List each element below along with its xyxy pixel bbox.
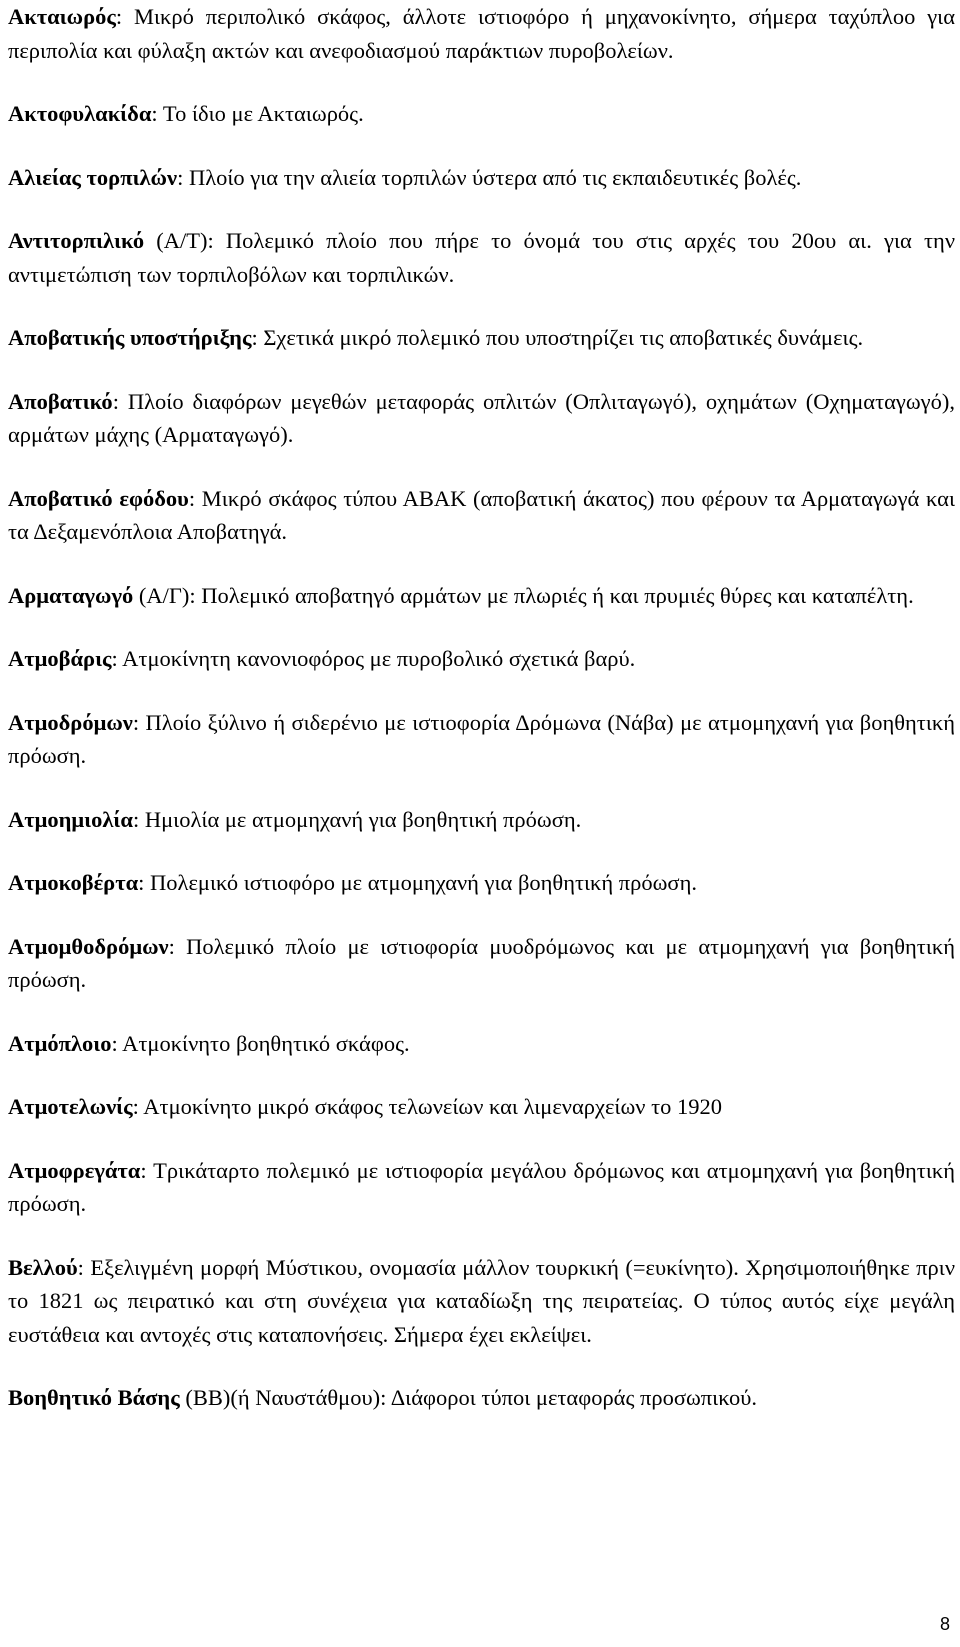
glossary-term: Αποβατικό εφόδου <box>8 485 189 511</box>
glossary-definition: : Το ίδιο με Ακταιωρός. <box>151 101 364 126</box>
glossary-definition: : Μικρό σκάφος τύπου ΑΒΑΚ (αποβατική άκατος) που φέρουν τα Αρματαγωγά και τα Δεξαμενόπλοια Αποβατηγά. <box>8 485 955 544</box>
glossary-definition: (Α/Τ): Πολεμικό πλοίο που πήρε το όνομά του στις αρχές του 20ου αι. για την αντιμετώπιση των τορπιλοβόλων και τορπιλικών. <box>8 228 955 287</box>
glossary-entry <box>8 1090 955 1124</box>
glossary-entry <box>8 706 955 773</box>
glossary-entry <box>8 161 955 195</box>
glossary-term: Αρματαγωγό <box>8 582 134 608</box>
glossary-entry <box>8 482 955 549</box>
glossary-definition: : Πλοίο για την αλιεία τορπιλών ύστερα από τις εκπαιδευτικές βολές. <box>177 164 802 190</box>
glossary-definition: : Πολεμικό ιστιοφόρο με ατμομηχανή για βοηθητική πρόωση. <box>138 870 697 895</box>
glossary-term: Αντιτορπιλικό <box>8 228 145 253</box>
glossary-term: Ακτοφυλακίδα <box>8 101 152 126</box>
glossary-term: Βοηθητικό Βάσης <box>8 1385 180 1410</box>
glossary-definition: : Μικρό περιπολικό σκάφος, άλλοτε ιστιοφόρο ή μηχανοκίνητο, σήμερα ταχύπλοο για περιπολία και φύλαξη ακτών και ανεφοδιασμού παράκτιων πυροβολείων. <box>8 4 955 63</box>
glossary-term: Βελλού <box>8 1254 78 1280</box>
glossary-entry <box>8 930 955 997</box>
glossary-term: Ατμοφρεγάτα <box>8 1157 141 1183</box>
glossary-term: Αλιείας τορπιλών <box>8 164 178 190</box>
glossary-term: Ατμοβάρις <box>8 646 112 671</box>
glossary-definition: : Σχετικά μικρό πολεμικό που υποστηρίζει τις αποβατικές δυνάμεις. <box>251 325 864 350</box>
glossary-entry <box>8 642 955 676</box>
glossary-term: Ατμοκοβέρτα <box>8 870 139 895</box>
glossary-definition: : Ατμοκίνητη κανονιοφόρος με πυροβολικό σχετικά βαρύ. <box>111 646 636 671</box>
glossary-term: Αποβατικό <box>8 388 113 414</box>
glossary-entry <box>8 1027 955 1061</box>
glossary-definition: : Εξελιγμένη μορφή Μύστικου, ονομασία μάλλον τουρκική (=ευκίνητο). Χρησιμοποιήθηκε πριν το 1821 ως πειρατικό και στη συνέχεια για καταδίωξη της πειρατείας. Ο τύπος αυτός είχε μεγάλη ευστάθεια και αντοχές στις καταπονήσεις. Σήμερα έχει εκλείψει. <box>8 1254 955 1347</box>
glossary-term: Ατμοημιολία <box>8 806 133 832</box>
glossary-entry <box>8 385 955 452</box>
glossary-entry <box>8 803 955 837</box>
glossary-entry <box>8 321 955 355</box>
glossary-term: Ατμοδρόμων <box>8 709 133 735</box>
glossary-term: Αποβατικής υποστήριξης <box>8 325 252 350</box>
glossary-entry <box>8 866 955 900</box>
page-number: 8 <box>939 1614 950 1634</box>
glossary-definition: : Τρικάταρτο πολεμικό με ιστιοφορία μεγάλου δρόμωνος και ατμομηχανή για βοηθητική πρόωση. <box>8 1157 955 1216</box>
glossary-entry <box>8 224 955 291</box>
glossary-term: Ατμοτελωνίς <box>8 1094 133 1119</box>
glossary-entry <box>8 579 955 613</box>
glossary-definition: : Πολεμικό πλοίο με ιστιοφορία μυοδρόμωνος και με ατμομηχανή για βοηθητική πρόωση. <box>8 933 955 992</box>
glossary-definition: (Α/Γ): Πολεμικό αποβατηγό αρμάτων με πλωριές ή και πρυμιές θύρες και καταπέλτη. <box>133 582 914 608</box>
glossary-definition: (ΒΒ)(ή Ναυστάθμου): Διάφοροι τύποι μεταφοράς προσωπικού. <box>179 1385 758 1410</box>
glossary-definition: : Ατμοκίνητο βοηθητικό σκάφος. <box>111 1030 410 1056</box>
glossary-entry <box>8 0 955 67</box>
glossary-definition: : Ημιολία με ατμομηχανή για βοηθητική πρόωση. <box>132 806 582 832</box>
glossary-entry <box>8 97 955 131</box>
glossary-definition: : Ατμοκίνητο μικρό σκάφος τελωνείων και λιμεναρχείων το 1920 <box>132 1094 723 1119</box>
glossary-entry <box>8 1381 955 1415</box>
glossary-entry <box>8 1251 955 1352</box>
glossary-page <box>8 0 955 1445</box>
glossary-term: Ατμομθοδρόμων <box>8 933 169 959</box>
glossary-term: Ακταιωρός <box>8 4 116 29</box>
glossary-term: Ατμόπλοιο <box>8 1030 112 1056</box>
glossary-definition: : Πλοίο διαφόρων μεγεθών μεταφοράς οπλιτών (Οπλιταγωγό), οχημάτων (Οχηματαγωγό), αρμάτων μάχης (Αρματαγωγό). <box>8 388 955 447</box>
glossary-definition: : Πλοίο ξύλινο ή σιδερένιο με ιστιοφορία Δρόμωνα (Νάβα) με ατμομηχανή για βοηθητική πρόωση. <box>8 709 955 768</box>
glossary-entry <box>8 1154 955 1221</box>
